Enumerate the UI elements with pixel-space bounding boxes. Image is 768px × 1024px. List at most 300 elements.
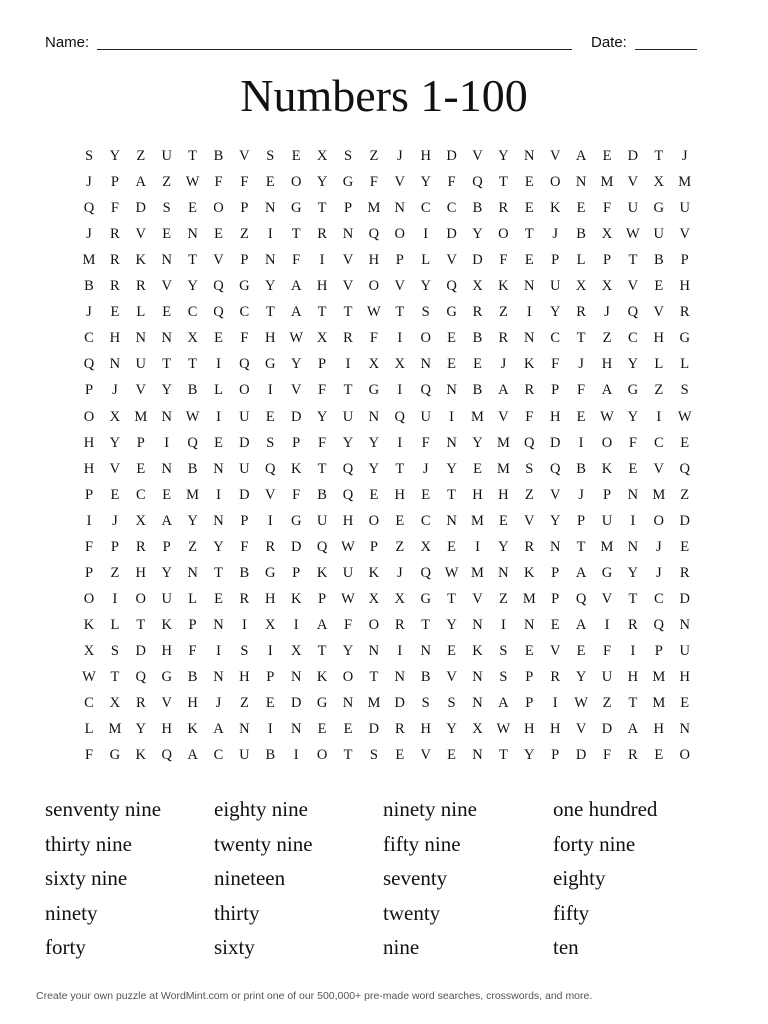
grid-letter: P — [188, 616, 197, 633]
grid-letter: Q — [420, 564, 431, 581]
grid-letter: H — [549, 408, 561, 425]
grid-letter: P — [136, 434, 145, 451]
grid-letter: H — [187, 695, 198, 712]
grid-letter: Q — [83, 200, 95, 217]
word-list-item: fifty — [553, 900, 590, 925]
word-list-item: ninety — [45, 900, 98, 925]
grid-letter: I — [112, 590, 118, 607]
grid-letter: P — [240, 252, 249, 269]
grid-letter: Y — [187, 512, 198, 529]
grid-letter: X — [575, 278, 587, 295]
grid-letter: Q — [187, 434, 198, 451]
grid-letter: V — [472, 148, 483, 164]
grid-letter: I — [526, 304, 532, 321]
grid-letter: V — [679, 226, 690, 243]
grid-letter: U — [420, 408, 431, 425]
grid-letter: M — [134, 408, 148, 425]
grid-letter: K — [368, 564, 380, 581]
grid-letter: B — [472, 330, 483, 347]
grid-letter: E — [680, 538, 690, 555]
grid-letter: W — [574, 695, 588, 712]
grid-letter: W — [341, 538, 355, 555]
grid-letter: X — [601, 226, 613, 243]
grid-letter: O — [498, 226, 509, 243]
grid-letter: I — [216, 408, 221, 425]
grid-letter: H — [498, 486, 509, 503]
grid-letter: B — [187, 460, 198, 477]
grid-letter: X — [316, 330, 328, 347]
grid-letter: R — [265, 538, 276, 555]
grid-letter: J — [215, 695, 222, 712]
grid-letter: R — [576, 304, 586, 321]
word-list-item: eighty nine — [214, 797, 308, 821]
grid-letter: Q — [213, 278, 224, 295]
grid-letter: I — [656, 408, 662, 425]
grid-letter: F — [369, 330, 378, 347]
grid-letter: J — [500, 356, 507, 373]
grid-letter: B — [239, 564, 250, 581]
grid-letter: X — [187, 330, 198, 347]
grid-letter: S — [266, 148, 275, 164]
grid-letter: E — [162, 304, 172, 321]
grid-letter: W — [289, 330, 304, 347]
grid-letter: I — [397, 330, 403, 347]
grid-letter: Q — [161, 747, 172, 764]
date-blank-line — [635, 49, 697, 50]
grid-letter: U — [679, 200, 690, 217]
grid-letter: P — [551, 590, 560, 607]
word-list-item: twenty nine — [214, 831, 313, 856]
grid-letter: O — [83, 408, 95, 425]
grid-letter: C — [239, 304, 250, 321]
grid-letter: Z — [239, 695, 249, 712]
grid-letter: T — [291, 226, 301, 243]
grid-letter: K — [472, 642, 483, 659]
grid-letter: R — [343, 330, 353, 347]
grid-letter: E — [110, 486, 120, 503]
grid-letter: I — [267, 512, 273, 529]
grid-letter: O — [679, 747, 690, 764]
grid-letter: V — [627, 278, 639, 295]
grid-letter: F — [447, 174, 456, 191]
grid-letter: V — [549, 148, 561, 164]
grid-letter: V — [420, 747, 431, 764]
grid-letter: N — [161, 460, 172, 477]
grid-letter: O — [83, 590, 95, 607]
grid-letter: Q — [627, 304, 639, 321]
grid-letter: U — [135, 356, 147, 373]
grid-letter: Y — [498, 148, 509, 164]
grid-letter: T — [317, 460, 327, 477]
grid-letter: N — [213, 616, 224, 633]
grid-letter: R — [135, 538, 146, 555]
grid-letter: Y — [368, 434, 380, 451]
grid-letter: R — [472, 304, 483, 321]
grid-letter: H — [342, 512, 354, 529]
grid-letter: A — [575, 564, 587, 581]
grid-letter: K — [290, 590, 302, 607]
grid-letter: L — [576, 252, 586, 269]
grid-letter: S — [421, 304, 430, 321]
grid-letter: F — [240, 174, 249, 191]
grid-letter: Q — [549, 460, 561, 477]
grid-letter: S — [499, 669, 508, 685]
grid-letter: U — [239, 460, 250, 477]
grid-letter: I — [345, 356, 351, 373]
grid-letter: V — [394, 278, 406, 295]
grid-letter: W — [444, 564, 459, 581]
grid-letter: Q — [316, 538, 328, 555]
grid-letter: E — [473, 356, 482, 373]
grid-letter: V — [549, 642, 561, 659]
grid-letter: F — [525, 408, 534, 425]
grid-letter: J — [578, 356, 584, 373]
grid-letter: L — [84, 721, 94, 738]
grid-letter: A — [290, 278, 302, 295]
grid-letter: H — [368, 252, 380, 269]
grid-letter: B — [576, 226, 586, 243]
grid-letter: I — [604, 616, 610, 633]
grid-letter: M — [186, 486, 200, 503]
grid-letter: F — [318, 382, 327, 399]
grid-letter: I — [449, 408, 455, 425]
grid-letter: P — [551, 252, 560, 269]
grid-letter: R — [524, 382, 535, 399]
grid-letter: N — [213, 460, 224, 477]
grid-letter: L — [421, 252, 431, 269]
grid-letter: I — [552, 695, 558, 712]
grid-letter: T — [576, 330, 586, 347]
grid-letter: H — [316, 278, 328, 295]
grid-letter: A — [498, 382, 509, 399]
grid-letter: E — [680, 434, 690, 451]
grid-letter: P — [525, 669, 534, 685]
word-list-item: nineteen — [214, 866, 286, 890]
grid-letter: Q — [265, 460, 276, 477]
grid-letter: B — [187, 382, 198, 399]
grid-letter: E — [524, 174, 534, 191]
grid-letter: T — [447, 590, 457, 607]
grid-letter: K — [135, 747, 147, 764]
grid-letter: Y — [316, 408, 328, 425]
grid-letter: R — [135, 695, 146, 712]
grid-letter: P — [551, 382, 560, 399]
grid-letter: W — [82, 669, 96, 685]
grid-letter: O — [342, 669, 354, 685]
grid-letter: T — [524, 226, 534, 243]
grid-letter: D — [290, 695, 302, 712]
grid-letter: E — [524, 200, 534, 217]
grid-letter: G — [239, 278, 250, 295]
grid-letter: Z — [680, 486, 690, 503]
grid-letter: Y — [549, 304, 561, 321]
grid-letter: Y — [472, 226, 483, 243]
grid-letter: Q — [394, 408, 406, 425]
grid-letter: R — [550, 669, 561, 685]
grid-letter: F — [110, 200, 119, 217]
grid-letter: P — [110, 174, 119, 191]
grid-letter: N — [472, 747, 483, 764]
grid-letter: P — [240, 512, 249, 529]
grid-letter: G — [627, 382, 639, 399]
grid-letter: K — [549, 200, 561, 217]
grid-letter: E — [110, 304, 120, 321]
grid-letter: D — [290, 538, 302, 555]
grid-letter: T — [188, 148, 198, 164]
grid-letter: A — [601, 382, 613, 399]
grid-letter: T — [395, 460, 405, 477]
grid-letter: V — [575, 721, 587, 738]
grid-letter: H — [265, 330, 276, 347]
grid-letter: B — [472, 200, 483, 217]
grid-letter: U — [342, 564, 354, 581]
grid-letter: E — [265, 174, 275, 191]
grid-letter: M — [471, 512, 484, 529]
grid-letter: C — [653, 590, 664, 607]
grid-letter: L — [654, 356, 664, 373]
grid-letter: R — [394, 616, 405, 633]
grid-letter: X — [135, 512, 147, 529]
grid-letter: A — [290, 304, 302, 321]
grid-letter: Y — [549, 512, 561, 529]
grid-letter: P — [654, 642, 663, 659]
grid-letter: Y — [342, 434, 354, 451]
grid-letter: F — [499, 252, 508, 269]
grid-letter: V — [161, 695, 172, 712]
grid-letter: P — [292, 564, 301, 581]
grid-letter: P — [292, 434, 301, 451]
grid-letter: U — [679, 642, 690, 659]
grid-letter: R — [110, 252, 120, 269]
grid-letter: V — [213, 252, 224, 269]
grid-letter: N — [394, 669, 406, 685]
grid-letter: Q — [213, 304, 224, 321]
grid-letter: V — [161, 278, 172, 295]
grid-letter: D — [575, 747, 587, 764]
grid-letter: P — [395, 252, 404, 269]
grid-letter: Y — [290, 356, 302, 373]
grid-letter: J — [681, 148, 688, 164]
grid-letter: V — [290, 382, 302, 399]
grid-letter: E — [395, 747, 405, 764]
grid-letter: U — [601, 512, 613, 529]
name-label: Name: — [45, 34, 90, 51]
grid-letter: K — [601, 460, 613, 477]
grid-letter: S — [421, 695, 430, 712]
grid-letter: E — [447, 642, 457, 659]
grid-letter: Y — [187, 278, 198, 295]
grid-letter: T — [369, 669, 379, 685]
grid-letter: G — [265, 564, 276, 581]
grid-letter: K — [316, 669, 328, 685]
grid-letter: M — [367, 200, 381, 217]
grid-letter: N — [575, 174, 587, 191]
grid-letter: M — [600, 174, 614, 191]
grid-letter: Q — [368, 226, 380, 243]
grid-letter: E — [602, 148, 612, 164]
grid-letter: P — [525, 695, 534, 712]
grid-letter: X — [394, 590, 406, 607]
grid-letter: F — [602, 642, 612, 659]
grid-letter: T — [343, 747, 353, 764]
grid-letter: S — [525, 460, 534, 477]
grid-letter: Q — [446, 278, 457, 295]
grid-letter: B — [420, 669, 431, 685]
grid-letter: K — [316, 564, 328, 581]
grid-letter: P — [84, 486, 94, 503]
grid-letter: H — [161, 642, 172, 659]
grid-letter: P — [680, 252, 689, 269]
grid-letter: N — [498, 564, 509, 581]
grid-letter: K — [524, 564, 535, 581]
grid-letter: Y — [109, 148, 121, 164]
date-label: Date: — [591, 34, 627, 51]
grid-letter: F — [84, 538, 94, 555]
grid-letter: X — [420, 538, 431, 555]
grid-letter: T — [110, 669, 120, 685]
grid-letter: H — [679, 278, 690, 295]
grid-letter: A — [498, 695, 509, 712]
grid-letter: V — [135, 382, 147, 399]
grid-letter: Y — [627, 408, 639, 425]
grid-letter: C — [550, 330, 561, 347]
grid-letter: B — [472, 382, 483, 399]
grid-letter: D — [549, 434, 561, 451]
grid-letter: I — [293, 616, 299, 633]
grid-letter: Y — [446, 616, 457, 633]
grid-letter: T — [317, 642, 327, 659]
grid-letter: T — [317, 304, 327, 321]
grid-letter: F — [628, 434, 637, 451]
grid-letter: Z — [239, 226, 249, 243]
grid-letter: F — [602, 747, 612, 764]
grid-letter: O — [420, 330, 431, 347]
grid-letter: H — [135, 564, 147, 581]
grid-letter: P — [318, 590, 327, 607]
grid-letter: N — [549, 538, 561, 555]
grid-letter: W — [626, 226, 640, 243]
name-blank-line — [97, 49, 572, 50]
grid-letter: J — [422, 460, 429, 477]
grid-letter: L — [680, 356, 690, 373]
grid-letter: P — [162, 538, 171, 555]
word-list-item: forty — [45, 935, 86, 959]
puzzle-title: Numbers 1-100 — [240, 70, 528, 121]
grid-letter: R — [110, 226, 120, 243]
grid-letter: Z — [395, 538, 405, 555]
grid-letter: G — [265, 356, 276, 373]
grid-letter: Z — [369, 148, 379, 164]
grid-letter: J — [655, 564, 662, 581]
grid-letter: N — [679, 616, 690, 633]
grid-letter: F — [577, 382, 586, 399]
grid-letter: F — [240, 538, 249, 555]
grid-letter: N — [187, 564, 198, 581]
grid-letter: D — [135, 642, 147, 659]
grid-letter: T — [447, 486, 457, 503]
grid-letter: W — [185, 408, 200, 425]
grid-letter: E — [265, 408, 275, 425]
grid-letter: K — [83, 616, 95, 633]
grid-letter: H — [549, 721, 561, 738]
grid-letter: V — [472, 590, 483, 607]
grid-letter: H — [601, 356, 613, 373]
grid-letter: R — [317, 226, 327, 243]
grid-letter: Y — [265, 278, 276, 295]
grid-letter: X — [653, 174, 665, 191]
grid-letter: E — [524, 252, 534, 269]
grid-letter: B — [653, 252, 664, 269]
grid-letter: M — [367, 695, 381, 712]
grid-letter: T — [136, 616, 146, 633]
grid-letter: R — [628, 747, 638, 764]
grid-letter: I — [397, 642, 403, 659]
grid-letter: Y — [446, 460, 457, 477]
grid-letter: O — [239, 382, 250, 399]
word-list-item: thirty nine — [45, 831, 132, 856]
grid-letter: O — [368, 512, 380, 529]
grid-letter: P — [369, 538, 378, 555]
grid-letter: Z — [136, 148, 146, 164]
grid-letter: Y — [161, 382, 172, 399]
grid-letter: L — [214, 382, 223, 399]
grid-letter: U — [239, 408, 250, 425]
grid-letter: U — [549, 278, 561, 295]
grid-letter: V — [524, 512, 535, 529]
word-list-item: thirty — [214, 900, 260, 925]
grid-letter: T — [628, 695, 638, 712]
grid-letter: G — [368, 382, 380, 399]
grid-letter: E — [447, 330, 457, 347]
grid-letter: N — [524, 148, 535, 164]
grid-letter: N — [627, 538, 639, 555]
grid-letter: G — [109, 747, 121, 764]
grid-letter: T — [188, 252, 198, 269]
grid-letter: C — [446, 200, 457, 217]
grid-letter: F — [602, 200, 612, 217]
grid-letter: H — [653, 330, 665, 347]
grid-letter: T — [654, 148, 664, 164]
grid-letter: E — [628, 460, 638, 477]
grid-letter: N — [524, 278, 535, 295]
grid-letter: M — [652, 669, 666, 685]
grid-letter: E — [421, 486, 431, 503]
grid-letter: P — [266, 669, 275, 685]
grid-letter: A — [213, 721, 224, 738]
grid-letter: A — [575, 148, 587, 164]
grid-letter: S — [110, 642, 119, 659]
grid-letter: O — [549, 174, 561, 191]
grid-letter: N — [420, 642, 431, 659]
grid-letter: S — [447, 695, 456, 712]
grid-letter: E — [680, 695, 690, 712]
grid-letter: A — [187, 747, 198, 764]
grid-letter: W — [185, 174, 200, 191]
grid-letter: N — [135, 330, 147, 347]
grid-letter: B — [187, 669, 198, 685]
grid-letter: Q — [420, 382, 431, 399]
grid-letter: D — [368, 721, 380, 738]
grid-letter: X — [472, 278, 483, 295]
grid-letter: J — [86, 304, 92, 321]
grid-letter: Q — [653, 616, 665, 633]
grid-letter: X — [83, 642, 95, 659]
grid-letter: Y — [627, 564, 639, 581]
grid-letter: D — [679, 512, 690, 529]
word-list-item: eighty — [553, 866, 606, 890]
word-list-item: twenty — [383, 900, 441, 925]
grid-letter: S — [240, 642, 249, 659]
